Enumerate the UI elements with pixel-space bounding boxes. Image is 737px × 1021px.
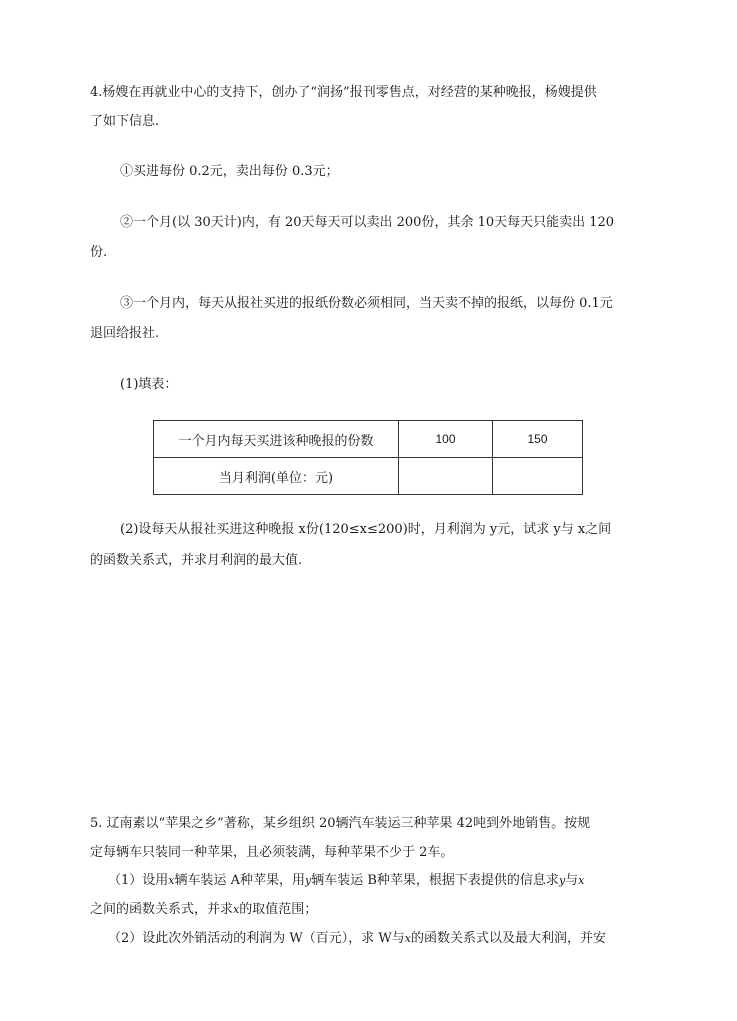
problem-4-item-1: ①买进每份 0.2元，卖出每份 0.3元；	[120, 164, 339, 179]
variable-y: y	[305, 874, 312, 887]
problem-4-intro-line1: 4.杨嫂在再就业中心的支持下，创办了“润扬”报刊零售点，对经营的某种晚报，杨嫂提供	[90, 85, 597, 100]
variable-y: y	[558, 874, 566, 887]
table-row2-value-1	[399, 458, 493, 495]
variable-x: x	[168, 874, 175, 887]
problem-4-item-2-line2: 份.	[90, 245, 108, 260]
table-row	[154, 421, 583, 458]
problem-5-intro-line1: 5. 辽南素以“苹果之乡”著称，某乡组织 20辆汽车装运三种苹果 42吨到外地销售。按规	[90, 816, 591, 831]
problem-4-question-1: (1)填表：	[120, 377, 178, 392]
table-row1-label: 一个月内每天买进该种晚报的份数	[154, 421, 399, 458]
problem-4-question-2-line2: 的函数关系式，并求月利润的最大值.	[90, 553, 303, 568]
q1-text-mid1: 辆车装运 A种苹果，用	[174, 873, 306, 888]
problem-5-intro-line2: 定每辆车只装同一种苹果，且必须装满，每种苹果不少于 2车。	[90, 845, 454, 860]
q1-text-mid3: 与	[565, 873, 579, 888]
problem-4-intro-line2: 了如下信息.	[90, 114, 160, 129]
q2-text-post: 的函数关系式以及最大利润，并安	[410, 931, 606, 946]
problem-4-item-2-line1: ②一个月(以 30天计)内，有 20天每天可以卖出 200份，其余 10天每天只能卖出 120	[120, 215, 615, 230]
problem-4-item-3-line1: ③一个月内，每天从报社买进的报纸份数必须相同，当天卖不掉的报纸，以每份 0.1元	[120, 296, 613, 311]
table-row2-label: 当月利润(单位：元)	[154, 458, 399, 495]
profit-table	[153, 420, 583, 495]
table-row2-value-2	[493, 458, 583, 495]
problem-5-question-1-line2	[90, 901, 650, 919]
q1-text-pre: （1）设用	[108, 873, 169, 888]
variable-x: x	[404, 932, 411, 945]
problem-5-question-2-line1	[108, 930, 668, 948]
variable-x: x	[233, 903, 240, 916]
problem-4-item-3-line2: 退回给报社.	[90, 326, 160, 341]
table-row1-value-2: 150	[493, 421, 583, 458]
table-row	[154, 458, 583, 495]
q1-text-mid2: 辆车装运 B种苹果，根据下表提供的信息求	[311, 873, 559, 888]
q1b-text-pre: 之间的函数关系式，并求	[90, 902, 234, 917]
q1b-text-post: 的取值范围；	[239, 902, 318, 917]
problem-4-question-2-line1: (2)设每天从报社买进这种晚报 x份(120≤x≤200)时，月利润为 y元，试求 y与 x之间	[120, 522, 612, 537]
problem-5-question-1-line1	[108, 872, 668, 890]
q2-text-pre: （2）设此次外销活动的利润为 W（百元），求 W与	[108, 931, 405, 946]
variable-x: x	[578, 874, 585, 887]
table-row1-value-1: 100	[399, 421, 493, 458]
